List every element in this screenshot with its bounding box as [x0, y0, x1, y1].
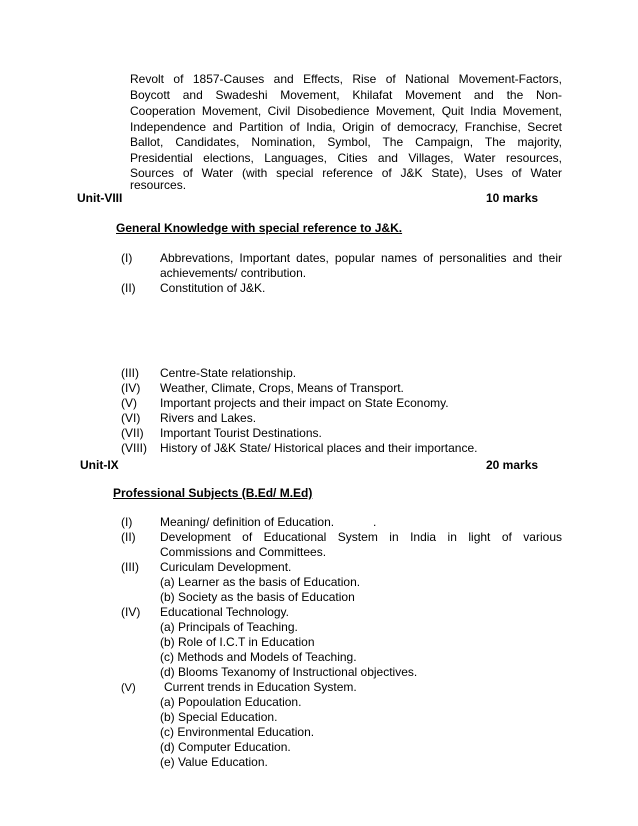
sub-item-text: (a) Principals of Teaching.	[160, 620, 298, 634]
unit-ix-marks: 20 marks	[486, 458, 539, 472]
unit-viii-heading: General Knowledge with special reference to J&K.	[116, 221, 403, 235]
list-item-text: Current trends in Education System.	[164, 680, 357, 694]
list-item-text: Weather, Climate, Crops, Means of Transport.	[160, 381, 404, 395]
list-item-number: (IV)	[121, 605, 141, 619]
list-item-text: Rivers and Lakes.	[160, 411, 257, 425]
list-item-text: Commissions and Committees.	[160, 545, 327, 559]
unit-ix-label: Unit-IX	[80, 458, 119, 472]
sub-item-text: (e) Value Education.	[160, 755, 268, 769]
list-item-text: Educational Technology.	[160, 605, 289, 619]
sub-item-text: (a) Popoulation Education.	[160, 695, 302, 709]
list-item-text: Meaning/ definition of Education.	[160, 515, 335, 529]
list-item-number: (VI)	[121, 411, 141, 425]
list-item-text: Centre-State relationship.	[160, 366, 297, 380]
sub-item-text: (b) Society as the basis of Education	[160, 590, 355, 604]
intro-line: Independence and Partition of India, Origin of democracy, Franchise, Secret	[130, 120, 562, 134]
list-item-text: Important Tourist Destinations.	[160, 426, 322, 440]
intro-line: Presidential elections, Languages, Cities and Villages, Water resources,	[130, 151, 562, 165]
list-item-number: (VIII)	[121, 441, 147, 455]
intro-line: resources.	[130, 178, 187, 192]
list-item-number: (I)	[121, 515, 133, 529]
sub-item-text: (c) Environmental Education.	[160, 725, 315, 739]
list-item-text: Abbrevations, Important dates, popular names of personalities and their	[160, 251, 562, 265]
list-item-number: (II)	[121, 281, 136, 295]
intro-line: Sources of Water (with special reference of J&K State), Uses of Water	[130, 166, 562, 180]
intro-line: Boycott and Swadeshi Movement, Khilafat Movement and the Non-	[130, 88, 562, 102]
intro-line: Revolt of 1857-Causes and Effects, Rise of National Movement-Factors,	[130, 72, 562, 86]
intro-line: Ballot, Candidates, Nomination, Symbol, The Campaign, The majority,	[130, 135, 562, 149]
list-item-text: achievements/ contribution.	[160, 266, 307, 280]
sub-item-text: (b) Role of I.C.T in Education	[160, 635, 315, 649]
list-item-number: (II)	[121, 530, 136, 544]
intro-line: Cooperation Movement, Civil Disobedience Movement, Quit India Movement,	[130, 104, 562, 118]
list-item-number: (VII)	[121, 426, 144, 440]
sub-item-text: (c) Methods and Models of Teaching.	[160, 650, 357, 664]
sub-item-text: (b) Special Education.	[160, 710, 278, 724]
list-item-number: (V)	[121, 682, 136, 694]
unit-ix-heading: Professional Subjects (B.Ed/ M.Ed)	[113, 486, 313, 500]
list-item-number: (I)	[121, 251, 133, 265]
unit-viii-marks: 10 marks	[486, 191, 539, 205]
unit-viii-label: Unit-VIII	[77, 191, 123, 205]
list-item-text: Curiculam Development.	[160, 560, 292, 574]
list-item-text: Constitution of J&K.	[160, 281, 266, 295]
sub-item-text: (d) Blooms Texanomy of Instructional objectives.	[160, 665, 418, 679]
sub-item-text: (a) Learner as the basis of Education.	[160, 575, 361, 589]
list-item-number: (V)	[121, 396, 137, 410]
sub-item-text: (d) Computer Education.	[160, 740, 291, 754]
list-item-number: (III)	[121, 560, 139, 574]
list-item-number: (IV)	[121, 381, 141, 395]
stray-period: .	[373, 515, 377, 529]
list-item-text: Important projects and their impact on State Economy.	[160, 396, 449, 410]
list-item-number: (III)	[121, 366, 139, 380]
list-item-text: Development of Educational System in India in light of various	[160, 530, 562, 544]
list-item-text: History of J&K State/ Historical places and their importance.	[160, 441, 478, 455]
